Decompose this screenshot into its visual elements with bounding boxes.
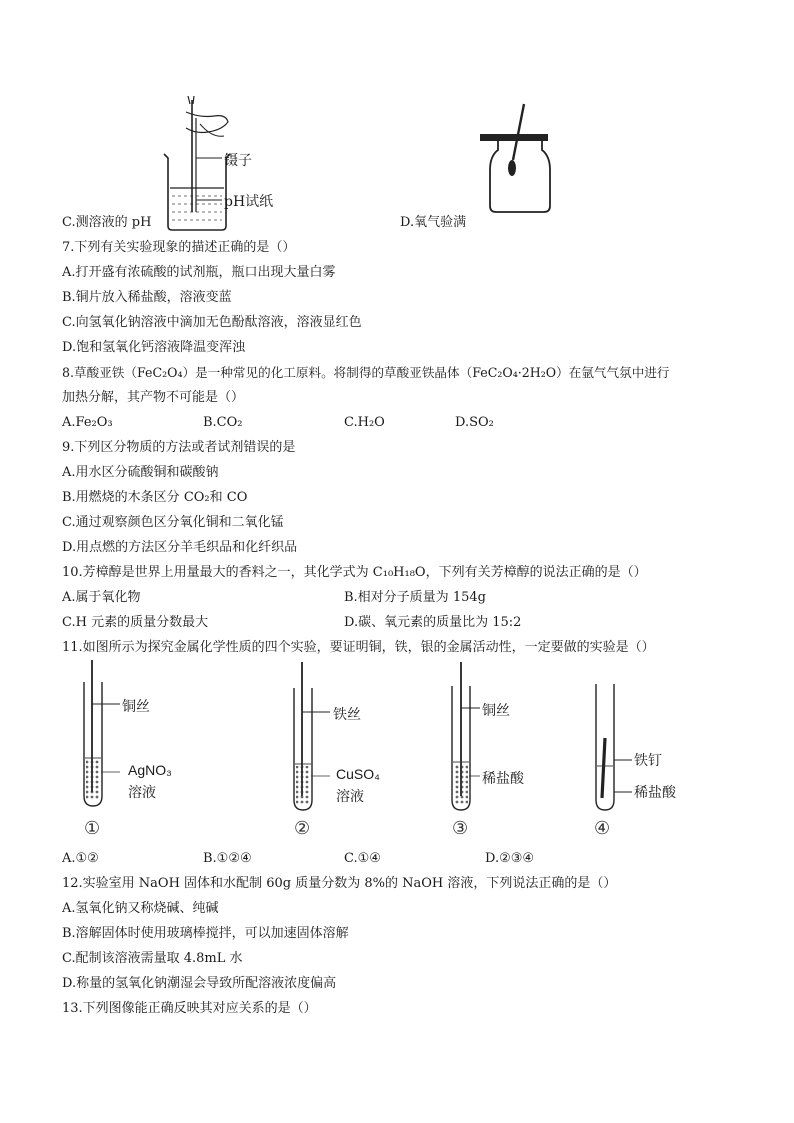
tube-3-solution-label: 稀盐酸 <box>482 771 524 787</box>
q7-option-d: D.饱和氢氧化钙溶液降温变浑浊 <box>62 340 246 355</box>
q9-option-c: C.通过观察颜色区分氧化铜和二氧化锰 <box>62 515 284 530</box>
q7-option-a: A.打开盛有浓硫酸的试剂瓶，瓶口出现大量白雾 <box>62 265 336 280</box>
q8-option-b: B.CO₂ <box>203 415 243 430</box>
q11-option-b: B.①②④ <box>203 851 252 866</box>
tweezers-label: 镊子 <box>224 153 252 169</box>
q11-option-a: A.①② <box>62 851 99 866</box>
q8-option-a: A.Fe₂O₃ <box>62 415 113 430</box>
tube-1-solution-label-2: 溶液 <box>128 785 156 801</box>
q7-stem: 7.下列有关实验现象的描述正确的是（） <box>62 240 296 255</box>
q12-option-b: B.溶解固体时使用玻璃棒搅拌，可以加速固体溶解 <box>62 926 349 941</box>
q12-option-d: D.称量的氢氧化钠潮湿会导致所配溶液浓度偏高 <box>62 976 337 991</box>
q9-option-d: D.用点燃的方法区分羊毛织品和化纤织品 <box>62 540 298 555</box>
tube-4-number: ④ <box>594 818 611 839</box>
q10-option-c: C.H 元素的质量分数最大 <box>62 615 209 630</box>
tube-1-number: ① <box>84 818 101 839</box>
q11-stem: 11.如图所示为探究金属化学性质的四个实验，要证明铜，铁，银的金属活动性，一定要做的实验是（） <box>62 640 655 655</box>
q10-option-d: D.碳、氧元素的质量比为 15:2 <box>344 615 522 630</box>
ph-paper-label: pH试纸 <box>224 194 274 210</box>
q12-option-c: C.配制该溶液需量取 4.8mL 水 <box>62 951 243 966</box>
tube-4-metal-label: 铁钉 <box>634 753 662 769</box>
q7-option-b: B.铜片放入稀盐酸，溶液变蓝 <box>62 290 232 305</box>
q9-stem: 9.下列区分物质的方法或者试剂错误的是 <box>62 440 296 455</box>
q8-option-c: C.H₂O <box>344 415 385 430</box>
q12-stem: 12.实验室用 NaOH 固体和水配制 60g 质量分数为 8%的 NaOH 溶液，下列说法正确的是（） <box>62 876 617 891</box>
q12-option-a: A.氢氧化钠又称烧碱、纯碱 <box>62 901 219 916</box>
q8-stem-line2: 加热分解，其产物不可能是（） <box>62 390 245 405</box>
tube-1-solution-label: AgNO₃ <box>128 762 172 778</box>
q10-stem: 10.芳樟醇是世界上用量最大的香料之一，其化学式为 C₁₀H₁₈O，下列有关芳樟醇的说法正确的是（） <box>62 565 647 580</box>
q13-stem: 13.下列图像能正确反映其对应关系的是（） <box>62 1001 317 1016</box>
tube-2-solution-label: CuSO₄ <box>336 766 380 782</box>
tube-3-metal-label: 铜丝 <box>482 703 510 719</box>
q11-option-c: C.①④ <box>344 851 381 866</box>
q8-stem-line1: 8.草酸亚铁（FeC₂O₄）是一种常见的化工原料。将制得的草酸亚铁晶体（FeC₂O₄·2H₂O）在氩气气氛中进行 <box>62 365 670 380</box>
tube-2-number: ② <box>294 818 311 839</box>
q7-option-c: C.向氢氧化钠溶液中滴加无色酚酞溶液，溶液显红色 <box>62 315 362 330</box>
tube-2-metal-label: 铁丝 <box>333 707 361 723</box>
q10-option-b: B.相对分子质量为 154g <box>344 590 486 605</box>
q11-option-d: D.②③④ <box>485 851 535 866</box>
q9-option-b: B.用燃烧的木条区分 CO₂和 CO <box>62 490 248 505</box>
figure-c-caption: C.测溶液的 pH <box>62 215 152 230</box>
q10-option-a: A.属于氧化物 <box>62 590 141 605</box>
tube-4-solution-label: 稀盐酸 <box>634 785 676 801</box>
figure-d-caption: D.氧气验满 <box>400 215 467 230</box>
q9-option-a: A.用水区分硫酸铜和碳酸钠 <box>62 465 219 480</box>
q8-option-d: D.SO₂ <box>455 415 494 430</box>
tube-2-solution-label-2: 溶液 <box>336 789 364 805</box>
tube-3-number: ③ <box>452 818 469 839</box>
tube-1-metal-label: 铜丝 <box>122 699 150 715</box>
